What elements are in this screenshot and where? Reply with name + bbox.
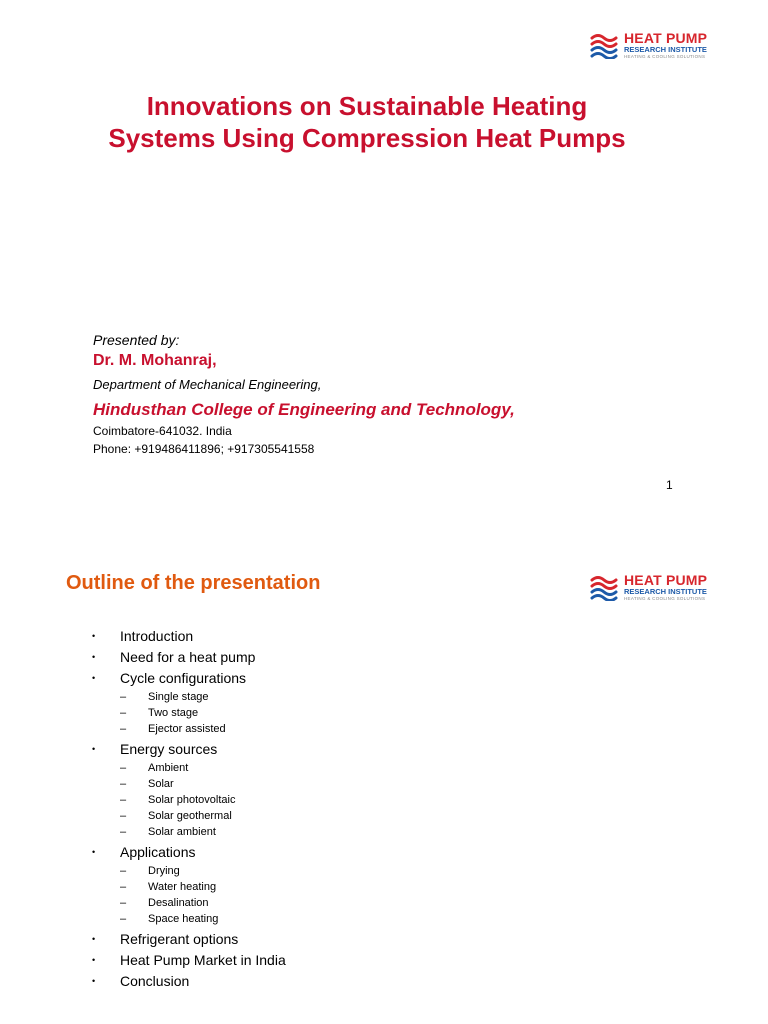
outline-sublist xyxy=(92,760,286,840)
outline-title: Outline of the presentation xyxy=(66,572,321,594)
outline-subitem-label: Solar geothermal xyxy=(148,810,232,822)
outline-item xyxy=(92,739,286,840)
bullet-icon: • xyxy=(92,652,96,662)
outline-subitem xyxy=(120,824,286,840)
outline-subitem-label: Ejector assisted xyxy=(148,723,226,735)
dash-icon: – xyxy=(120,810,127,822)
outline-subitem xyxy=(120,911,286,927)
bullet-icon: • xyxy=(92,631,96,641)
slide-2 xyxy=(0,512,768,1024)
outline-subitem xyxy=(120,895,286,911)
bullet-icon: • xyxy=(92,847,96,857)
heat-pump-logo xyxy=(590,30,710,62)
outline-sublist xyxy=(92,863,286,927)
outline-subitem-label: Drying xyxy=(148,865,180,877)
logo-tagline: HEATING & COOLING SOLUTIONS xyxy=(624,54,706,59)
logo-subtitle: RESEARCH INSTITUTE xyxy=(624,45,707,54)
department: Department of Mechanical Engineering, xyxy=(93,377,322,392)
bullet-icon: • xyxy=(92,673,96,683)
outline-item-label: Refrigerant options xyxy=(120,931,239,947)
outline-subitem xyxy=(120,863,286,879)
outline-item xyxy=(92,842,286,927)
outline-subitem-label: Solar photovoltaic xyxy=(148,794,236,806)
outline-subitem xyxy=(120,879,286,895)
bullet-icon: • xyxy=(92,744,96,754)
address: Coimbatore-641032. India xyxy=(93,424,232,438)
outline-list xyxy=(92,626,286,992)
logo-brand: HEAT PUMP xyxy=(624,30,708,46)
logo-brand: HEAT PUMP xyxy=(624,572,708,588)
wave-logo-icon xyxy=(590,31,618,59)
outline-subitem xyxy=(120,721,286,737)
title-line-2: Systems Using Compression Heat Pumps xyxy=(108,123,626,153)
outline-subitem-label: Solar ambient xyxy=(148,826,216,838)
dash-icon: – xyxy=(120,881,127,893)
college-name: Hindusthan College of Engineering and Technology, xyxy=(93,400,515,419)
outline-item-label: Applications xyxy=(120,844,196,860)
outline-subitem xyxy=(120,808,286,824)
dash-icon: – xyxy=(120,723,127,735)
outline-item xyxy=(92,626,286,647)
bullet-icon: • xyxy=(92,976,96,986)
outline-item-label: Conclusion xyxy=(120,973,190,989)
outline-item xyxy=(92,668,286,737)
outline-subitem-label: Single stage xyxy=(148,691,209,703)
outline-item xyxy=(92,647,286,668)
dash-icon: – xyxy=(120,778,127,790)
outline-subitem-label: Space heating xyxy=(148,913,219,925)
outline-subitem-label: Desalination xyxy=(148,897,209,909)
slide-title xyxy=(40,90,694,154)
dash-icon: – xyxy=(120,691,127,703)
outline-sublist xyxy=(92,689,286,737)
outline-subitem xyxy=(120,705,286,721)
dash-icon: – xyxy=(120,794,127,806)
wave-logo-icon xyxy=(590,573,618,601)
bullet-icon: • xyxy=(92,934,96,944)
outline-subitem xyxy=(120,792,286,808)
bullet-icon: • xyxy=(92,955,96,965)
dash-icon: – xyxy=(120,913,127,925)
outline-item xyxy=(92,950,286,971)
outline-subitem-label: Ambient xyxy=(148,762,189,774)
logo-subtitle: RESEARCH INSTITUTE xyxy=(624,587,707,596)
dash-icon: – xyxy=(120,826,127,838)
outline-item xyxy=(92,929,286,950)
outline-subitem xyxy=(120,760,286,776)
title-line-1: Innovations on Sustainable Heating xyxy=(146,91,588,121)
outline-item xyxy=(92,971,286,992)
outline-subitem xyxy=(120,689,286,705)
outline-subitem-label: Solar xyxy=(148,778,174,790)
outline-subitem-label: Water heating xyxy=(148,881,217,893)
logo-tagline: HEATING & COOLING SOLUTIONS xyxy=(624,596,706,601)
outline-item-label: Need for a heat pump xyxy=(120,649,256,665)
dash-icon: – xyxy=(120,865,127,877)
presenter-name: Dr. M. Mohanraj, xyxy=(93,352,217,369)
page-number: 1 xyxy=(666,478,673,492)
outline-subitem-label: Two stage xyxy=(148,707,199,719)
presented-by-label: Presented by: xyxy=(93,332,180,348)
outline-item-label: Heat Pump Market in India xyxy=(120,952,286,968)
heat-pump-logo xyxy=(590,572,710,604)
dash-icon: – xyxy=(120,762,127,774)
outline-item-label: Introduction xyxy=(120,628,194,644)
phone: Phone: +919486411896; +917305541558 xyxy=(93,442,315,456)
dash-icon: – xyxy=(120,897,127,909)
dash-icon: – xyxy=(120,707,127,719)
outline-subitem xyxy=(120,776,286,792)
outline-item-label: Cycle configurations xyxy=(120,670,247,686)
outline-item-label: Energy sources xyxy=(120,741,218,757)
